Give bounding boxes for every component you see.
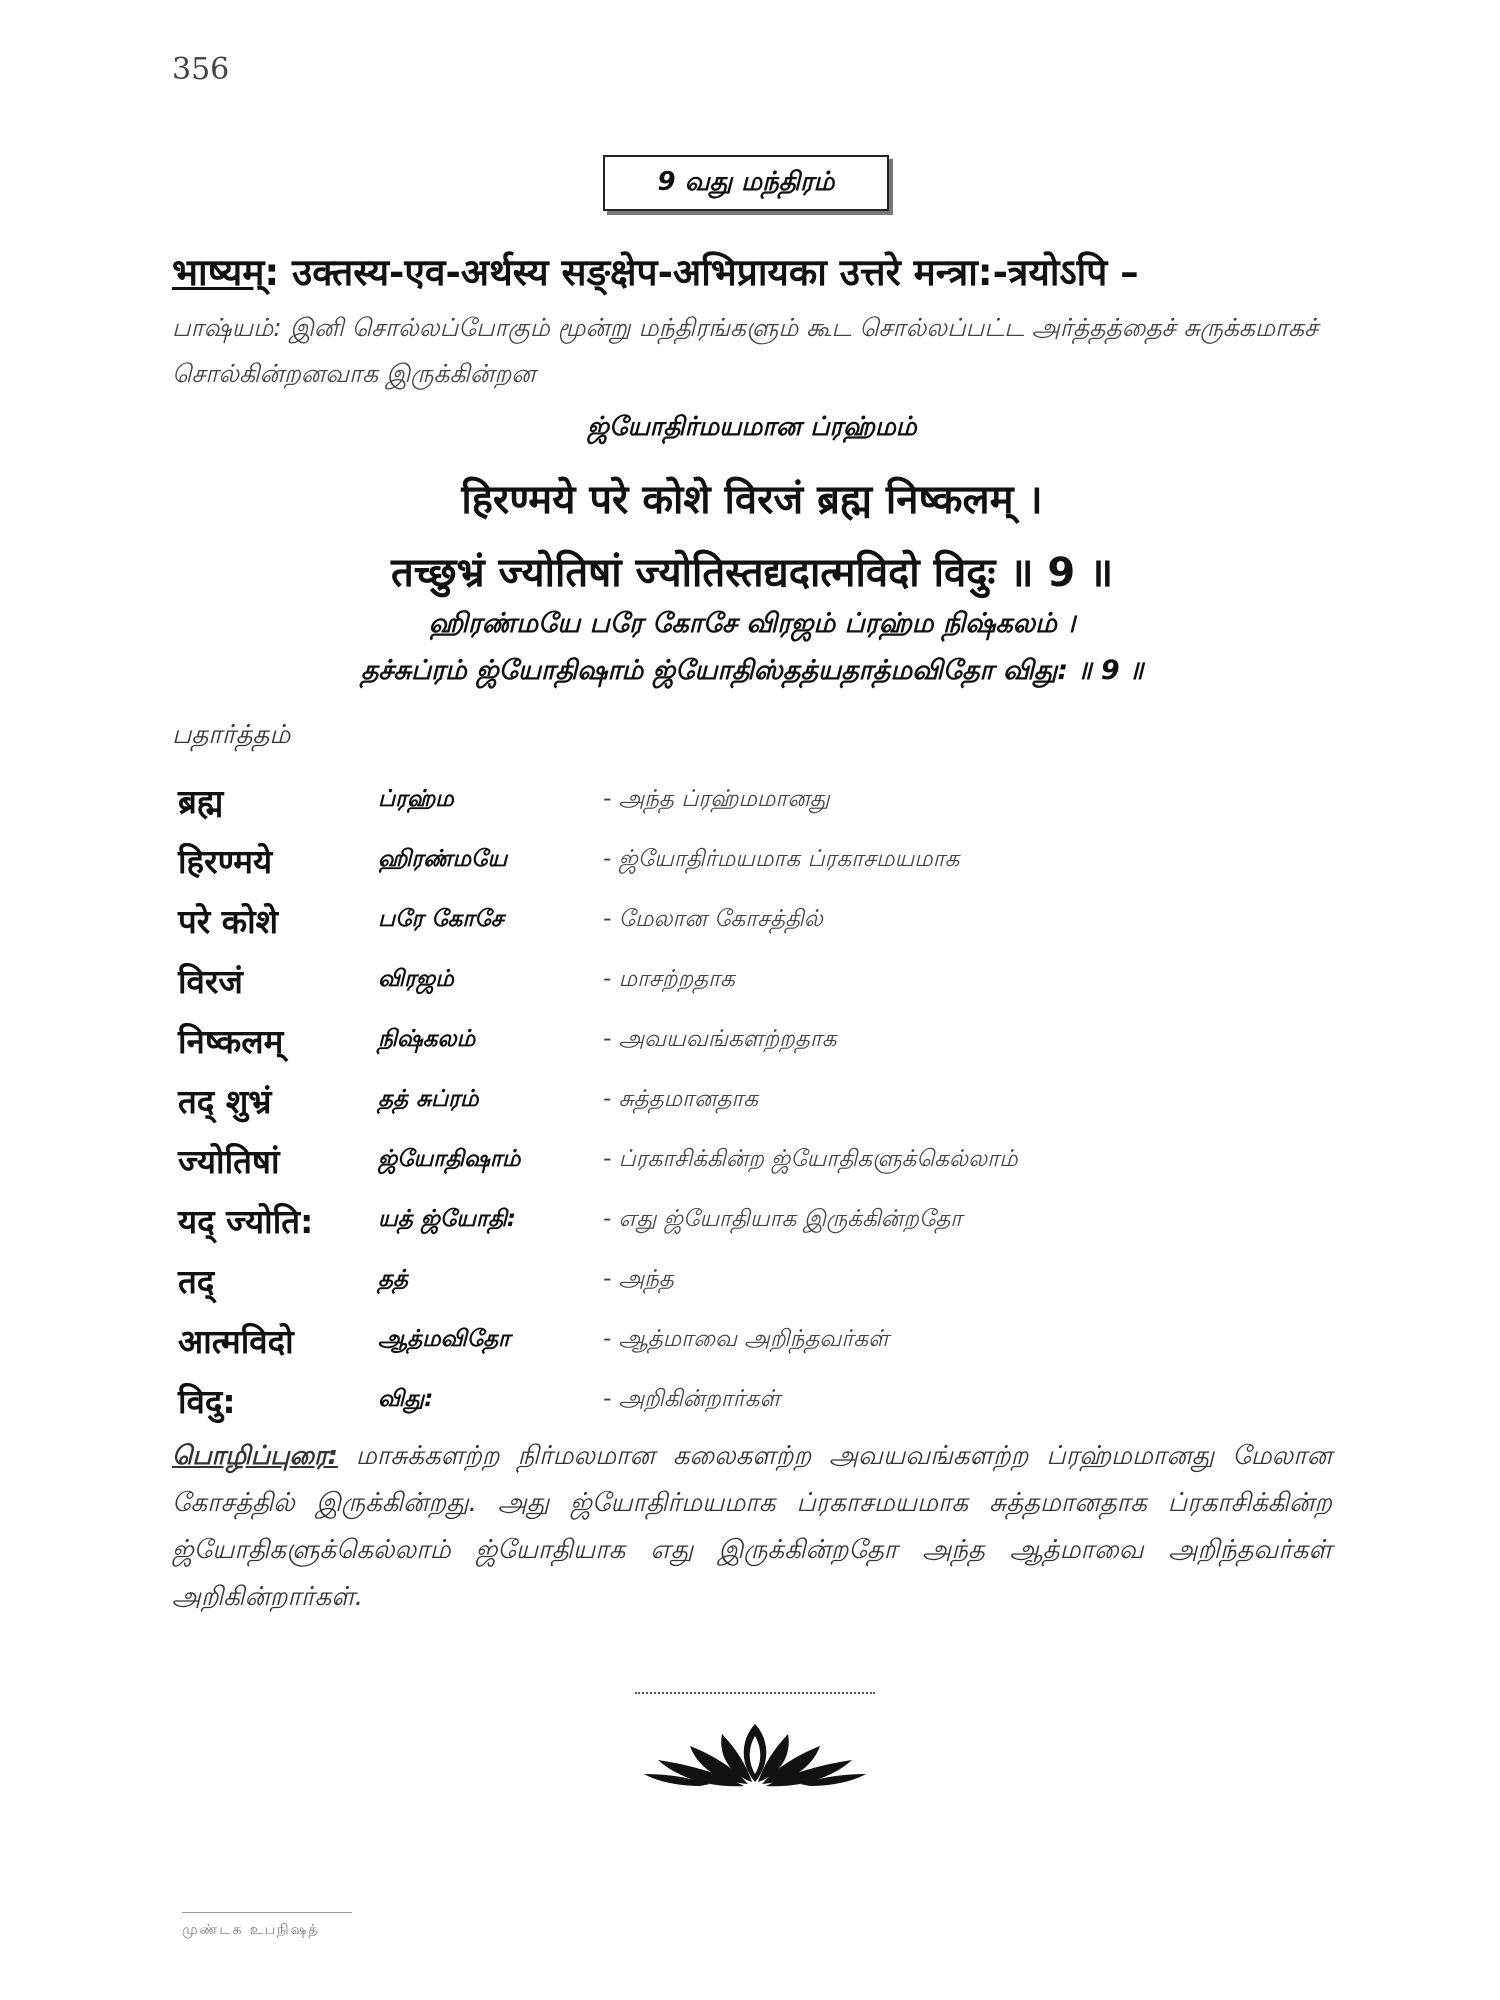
word-meaning: - மேலான கோசத்தில்: [603, 905, 823, 932]
bhashya-text: : उक्तस्य-एव-अर्थस्य सङ्क्षेप-अभिप्रायका उत्तरे मन्त्रा:-त्रयोऽपि –: [264, 251, 1139, 294]
page-number: 356: [172, 52, 230, 87]
word-sanskrit: ज्योतिषां: [178, 1141, 280, 1181]
word-row: [178, 890, 1338, 950]
word-meaning: - அந்த: [603, 1265, 674, 1292]
bhashya-tamil-translation: பாஷ்யம்: இனி சொல்லப்போகும் மூன்று மந்திரங்களும் கூட சொல்லப்பட்ட அர்த்தத்தைச் சுருக்கமாகச் சொல்கின்றனவாக இருக்கின்றன: [172, 313, 1318, 388]
word-meaning: - அவயவங்களற்றதாக: [603, 1025, 837, 1052]
footer-rule: [182, 1912, 352, 1913]
word-sanskrit: परे कोशे: [178, 901, 279, 941]
word-sanskrit: निष्कलम्: [178, 1021, 284, 1061]
word-row: [178, 830, 1338, 890]
word-tamil: ஆத்மவிதோ: [378, 1325, 511, 1352]
mantra-subtitle: ஜ்யோதிர்மயமான ப்ரஹ்மம்: [587, 412, 917, 442]
word-tamil: நிஷ்கலம்: [378, 1025, 476, 1052]
word-meaning: - சுத்தமானதாக: [603, 1085, 759, 1112]
word-row: [178, 1310, 1338, 1370]
word-tamil: ப்ரஹ்ம: [378, 785, 454, 812]
word-row: [178, 1010, 1338, 1070]
word-tamil: தத்: [378, 1265, 408, 1292]
word-row: [178, 950, 1338, 1010]
padartha-heading: பதார்த்தம்: [172, 720, 291, 750]
word-meaning: - அறிகின்றார்கள்: [603, 1385, 781, 1412]
word-row: [178, 1370, 1338, 1430]
word-meaning: - ப்ரகாசிக்கின்ற ஜ்யோதிகளுக்கெல்லாம்: [603, 1145, 1018, 1172]
word-sanskrit: विरजं: [178, 961, 243, 1001]
word-meaning-table: [178, 770, 1338, 1430]
word-tamil: விது:: [378, 1385, 434, 1412]
word-meaning: - எது ஜ்யோதியாக இருக்கின்றதோ: [603, 1205, 963, 1232]
word-sanskrit: विदु:: [178, 1381, 236, 1421]
word-row: [178, 1070, 1338, 1130]
word-meaning: - ஜ்யோதிர்மயமாக ப்ரகாசமயமாக: [603, 845, 960, 872]
word-sanskrit: आत्मविदो: [178, 1321, 294, 1361]
verse-sanskrit-line-2: तच्छुभ्रं ज्योतिषां ज्योतिस्तद्यदात्मविदो विदुः ॥ 9 ॥: [390, 550, 1114, 596]
word-sanskrit: हिरण्मये: [178, 841, 273, 881]
word-sanskrit: यद् ज्योति:: [178, 1201, 314, 1241]
word-sanskrit: तद् शुभ्रं: [178, 1081, 272, 1121]
lotus-ornament-icon: [640, 1720, 870, 1790]
word-row: [178, 1130, 1338, 1190]
word-sanskrit: तद्: [178, 1261, 215, 1301]
bhashya-label: भाष्यम्: [172, 251, 265, 294]
word-meaning: - ஆத்மாவை அறிந்தவர்கள்: [603, 1325, 889, 1352]
summary-label: பொழிப்புரை:: [172, 1441, 338, 1471]
word-meaning: - மாசற்றதாக: [603, 965, 735, 992]
word-sanskrit: ब्रह्म: [178, 781, 224, 821]
word-tamil: ஹிரண்மயே: [378, 845, 508, 872]
bhashya-heading: [172, 245, 1352, 296]
verse-tamil-line-1: ஹிரண்மயே பரே கோசே விரஜம் ப்ரஹ்ம நிஷ்கலம் ।: [428, 608, 1076, 639]
word-tamil: யத் ஜ்யோதி:: [378, 1205, 516, 1232]
word-tamil: தத் சுப்ரம்: [378, 1085, 479, 1112]
word-tamil: பரே கோசே: [378, 905, 504, 932]
word-row: [178, 770, 1338, 830]
footer-text: முண்டக உபநிஷத்: [182, 1922, 320, 1938]
summary-text: மாசுக்களற்ற நிர்மலமான கலைகளற்ற அவயவங்களற்ற ப்ரஹ்மமானது மேலான கோசத்தில் இருக்கின்றது. அது ஜ்யோதிர்மயமாக ப்ரகாசமயமாக சுத்தமானதாக ப்ரகாசிக்கின்ற ஜ்யோதிகளுக்கெல்லாம் ஜ்யோதியாக எது இருக்கின்றதோ அந்த ஆத்மாவை அறிந்தவர்கள் அறிகின்றார்கள்.: [172, 1441, 1332, 1612]
divider: [635, 1692, 875, 1694]
word-tamil: விரஜம்: [378, 965, 454, 992]
verse-sanskrit-line-1: हिरण्मये परे कोशे विरजं ब्रह्म निष्कलम् ।: [461, 477, 1043, 523]
word-tamil: ஜ்யோதிஷாம்: [378, 1145, 521, 1172]
word-row: [178, 1250, 1338, 1310]
section-title: 9 வது மந்திரம்: [603, 155, 889, 211]
verse-tamil-line-2: தச்சுப்ரம் ஜ்யோதிஷாம் ஜ்யோதிஸ்தத்யதாத்மவிதோ விது: ॥ 9 ॥: [360, 655, 1144, 686]
word-row: [178, 1190, 1338, 1250]
summary-paragraph: [172, 1433, 1332, 1621]
word-meaning: - அந்த ப்ரஹ்மமானது: [603, 785, 830, 812]
